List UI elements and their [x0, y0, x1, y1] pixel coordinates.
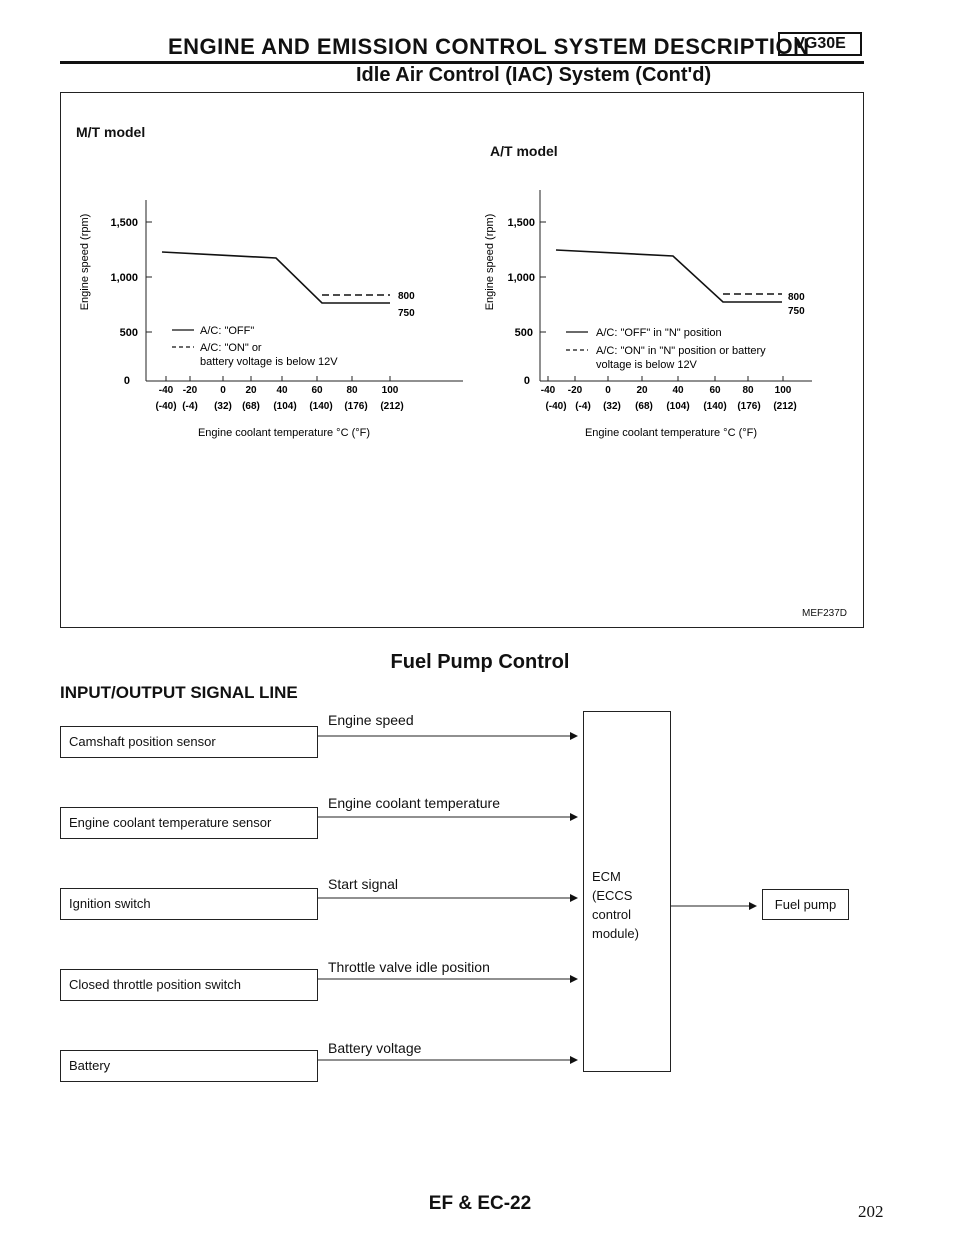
x-tick-c: -20: [567, 385, 583, 396]
x-tick-f: (104): [273, 401, 297, 412]
x-tick-c: 40: [276, 385, 288, 396]
x-tick-c: -40: [540, 385, 556, 396]
x-tick-c: 0: [605, 385, 611, 396]
x-tick-c: 0: [220, 385, 226, 396]
legend-off-text: A/C: "OFF" in "N" position: [596, 327, 722, 339]
page-number: 202: [858, 1202, 884, 1221]
section-title: ENGINE AND EMISSION CONTROL SYSTEM DESCRIPTION: [168, 34, 810, 59]
figure-code: MEF237D: [802, 608, 848, 619]
input-box-ignition: Ignition switch: [60, 888, 318, 920]
end-label-on: 800: [398, 291, 415, 302]
x-tick-c: 80: [346, 385, 358, 396]
signal-label-coolant-temp: Engine coolant temperature: [328, 795, 500, 811]
legend-off-text: A/C: "OFF": [200, 325, 255, 337]
x-tick-f: (104): [666, 401, 690, 412]
x-tick-c: -20: [182, 385, 198, 396]
x-tick-f: (176): [344, 401, 368, 412]
x-tick-f: (68): [242, 401, 260, 412]
signal-label-battery: Battery voltage: [328, 1040, 422, 1056]
input-box-coolant-sensor: Engine coolant temperature sensor: [60, 807, 318, 839]
fuel-pump-box: Fuel pump: [762, 889, 849, 920]
x-tick-f: (-4): [182, 401, 198, 412]
ecm-label-line: (ECCS: [592, 888, 633, 903]
x-tick-c: 60: [311, 385, 323, 396]
x-tick-f: (176): [737, 401, 761, 412]
signal-label-engine-speed: Engine speed: [328, 712, 414, 728]
x-tick-f: (-40): [545, 401, 567, 412]
x-tick-f: (140): [703, 401, 727, 412]
x-tick-f: (32): [603, 401, 621, 412]
y-tick: 1,500: [507, 217, 535, 229]
y-axis-label: Engine speed (rpm): [79, 213, 91, 311]
mt-model-label: M/T model: [76, 124, 146, 140]
x-tick-c: 40: [672, 385, 684, 396]
end-label-off: 750: [398, 308, 415, 319]
y-tick: 0: [123, 375, 130, 387]
x-tick-f: (-40): [155, 401, 177, 412]
x-tick-f: (212): [380, 401, 404, 412]
page-subtitle: Idle Air Control (IAC) System (Cont'd): [356, 64, 712, 86]
y-tick: 500: [514, 327, 533, 339]
legend-on-text: A/C: "ON" in "N" position or battery: [596, 345, 766, 357]
at-model-label: A/T model: [490, 143, 558, 159]
x-tick-c: 80: [742, 385, 754, 396]
ecm-label-line: control: [592, 907, 632, 922]
x-tick-f: (68): [635, 401, 653, 412]
ecm-label-line: ECM: [592, 869, 621, 884]
signal-label-throttle: Throttle valve idle position: [328, 959, 490, 975]
section-code: EF & EC-22: [428, 1193, 532, 1214]
legend-on-text-2: battery voltage is below 12V: [200, 356, 338, 368]
x-tick-c: 20: [245, 385, 257, 396]
input-box-throttle-switch: Closed throttle position switch: [60, 969, 318, 1001]
y-tick: 500: [119, 327, 138, 339]
end-label-on: 800: [788, 292, 805, 303]
input-box-battery: Battery: [60, 1050, 318, 1082]
y-tick: 1,500: [110, 217, 138, 229]
x-tick-c: 100: [381, 385, 399, 396]
x-tick-f: (140): [309, 401, 333, 412]
fuel-pump-title: Fuel Pump Control: [390, 651, 570, 673]
x-tick-c: 100: [774, 385, 792, 396]
y-tick: 1,000: [507, 272, 535, 284]
legend-on-text: A/C: "ON" or: [200, 342, 262, 354]
x-tick-c: 20: [636, 385, 648, 396]
x-axis-label: Engine coolant temperature °C (°F): [197, 427, 371, 439]
input-box-camshaft: Camshaft position sensor: [60, 726, 318, 758]
ecm-label-line: module): [592, 926, 639, 941]
legend-on-text-2: voltage is below 12V: [596, 359, 697, 371]
signal-label-start: Start signal: [328, 876, 399, 892]
x-tick-f: (212): [773, 401, 797, 412]
ecm-label: [592, 867, 639, 943]
end-label-off: 750: [788, 306, 805, 317]
x-tick-f: (32): [214, 401, 232, 412]
io-signal-title: INPUT/OUTPUT SIGNAL LINE: [60, 683, 298, 702]
x-tick-c: 60: [709, 385, 721, 396]
y-tick: 1,000: [110, 272, 138, 284]
x-tick-f: (-4): [575, 401, 591, 412]
y-axis-label: Engine speed (rpm): [484, 213, 496, 311]
x-axis-label: Engine coolant temperature °C (°F): [584, 427, 758, 439]
engine-badge: VG30E: [778, 32, 862, 56]
y-tick: 0: [523, 375, 530, 387]
x-tick-c: -40: [158, 385, 174, 396]
